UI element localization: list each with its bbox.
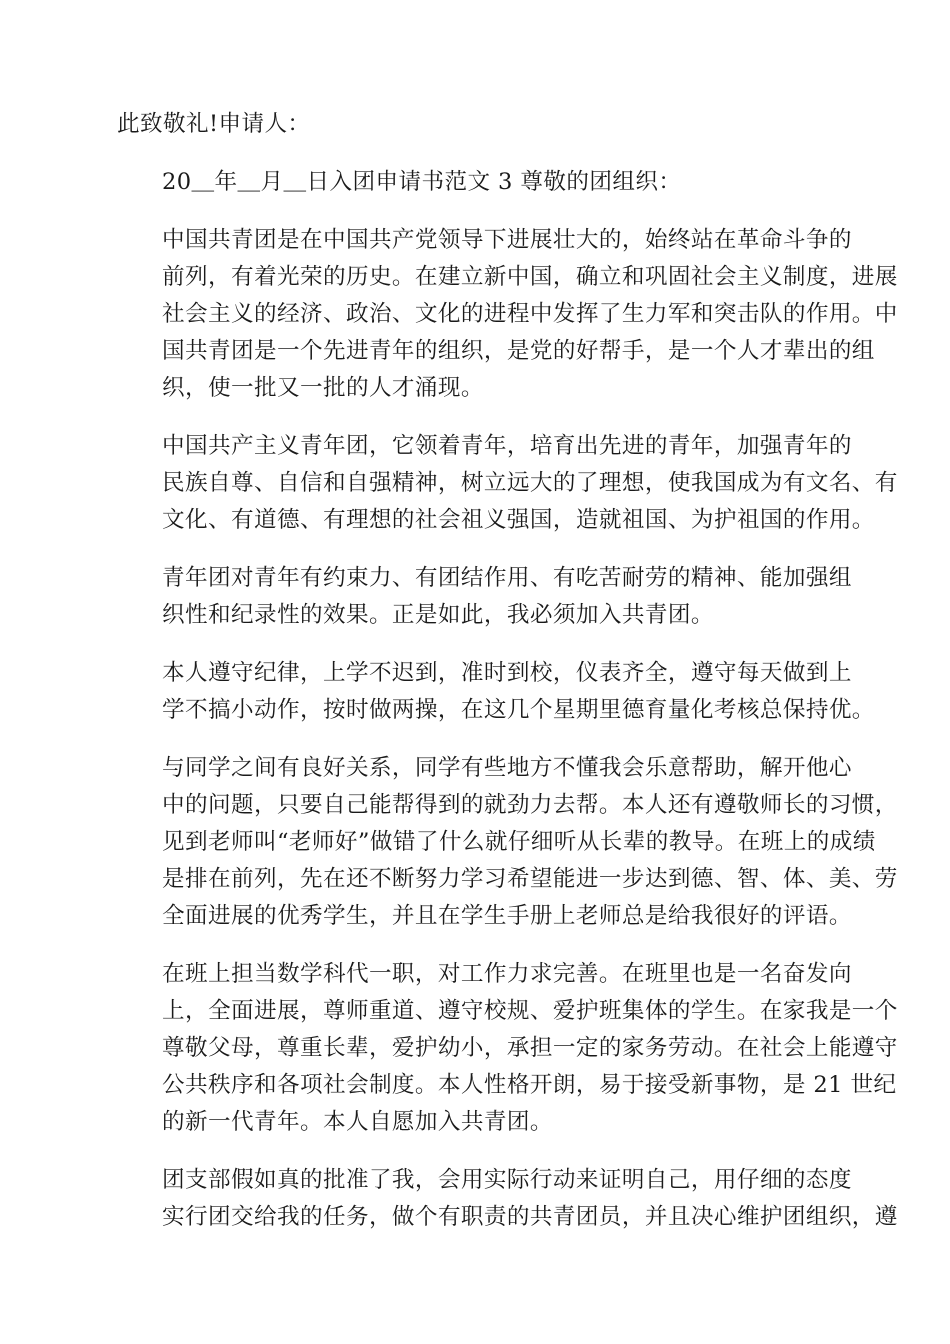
- text-line: 青年团对青年有约束力、有团结作用、有吃苦耐劳的精神、能加强组: [162, 565, 852, 591]
- closing-line: [117, 106, 837, 143]
- text-line: 的新一代青年。本人自愿加入共青团。: [162, 1109, 553, 1135]
- text-line: 本人遵守纪律，上学不迟到，准时到校，仪表齐全，遵守每天做到上: [162, 660, 852, 686]
- text-line: 国共青团是一个先进青年的组织，是党的好帮手，是一个人才辈出的组: [162, 338, 875, 364]
- paragraph-7: [117, 1162, 898, 1236]
- paragraph-6: [117, 956, 898, 1141]
- text-line: 中国共产主义青年团，它领着青年，培育出先进的青年，加强青年的: [162, 433, 852, 459]
- text-line: 尊敬父母，尊重长辈，爱护幼小，承担一定的家务劳动。在社会上能遵守: [162, 1035, 898, 1061]
- text-line: 此致敬礼!申请人：: [117, 111, 311, 137]
- document-body: [117, 106, 898, 1257]
- text-line: 民族自尊、自信和自强精神，树立远大的了理想，使我国成为有文名、有: [162, 470, 898, 496]
- heading-line: [117, 164, 837, 201]
- text-line: 实行团交给我的任务，做个有职责的共青团员，并且决心维护团组织，遵: [162, 1204, 898, 1230]
- text-line: 前列，有着光荣的历史。在建立新中国，确立和巩固社会主义制度，进展: [162, 264, 898, 290]
- text-line: 在班上担当数学科代一职，对工作力求完善。在班里也是一名奋发向: [162, 961, 852, 987]
- paragraph-4: [117, 655, 875, 729]
- text-line: 是排在前列，先在还不断努力学习希望能进一步达到德、智、体、美、劳: [162, 866, 898, 892]
- text-line: 社会主义的经济、政治、文化的进程中发挥了生力军和突击队的作用。中: [162, 301, 898, 327]
- text-line: 团支部假如真的批准了我，会用实际行动来证明自己，用仔细的态度: [162, 1167, 852, 1193]
- paragraph-3: [117, 560, 852, 634]
- paragraph-5: [117, 750, 898, 935]
- text-line: 上，全面进展，尊师重道、遵守校规、爱护班集体的学生。在家我是一个: [162, 998, 898, 1024]
- text-line: 与同学之间有良好关系，同学有些地方不懂我会乐意帮助，解开他心: [162, 755, 852, 781]
- text-line: 中国共青团是在中国共产党领导下进展壮大的，始终站在革命斗争的: [162, 227, 852, 253]
- text-line: 全面进展的优秀学生，并且在学生手册上老师总是给我很好的评语。: [162, 903, 852, 929]
- text-line: 见到老师叫“老师好”做错了什么就仔细听从长辈的教导。在班上的成绩: [162, 829, 876, 855]
- text-line: 20＿年＿月＿日入团申请书范文 3 尊敬的团组织：: [162, 169, 682, 195]
- text-line: 织，使一批又一批的人才涌现。: [162, 375, 484, 401]
- text-line: 学不搞小动作，按时做两操，在这几个星期里德育量化考核总保持优。: [162, 697, 875, 723]
- text-line: 织性和纪录性的效果。正是如此，我必须加入共青团。: [162, 602, 714, 628]
- text-line: 中的问题，只要自己能帮得到的就劲力去帮。本人还有遵敬师长的习惯，: [162, 792, 898, 818]
- text-line: 文化、有道德、有理想的社会祖义强国，造就祖国、为护祖国的作用。: [162, 507, 875, 533]
- paragraph-2: [117, 428, 898, 539]
- text-line: 公共秩序和各项社会制度。本人性格开朗，易于接受新事物，是 21 世纪: [162, 1072, 897, 1098]
- paragraph-1: [117, 222, 898, 407]
